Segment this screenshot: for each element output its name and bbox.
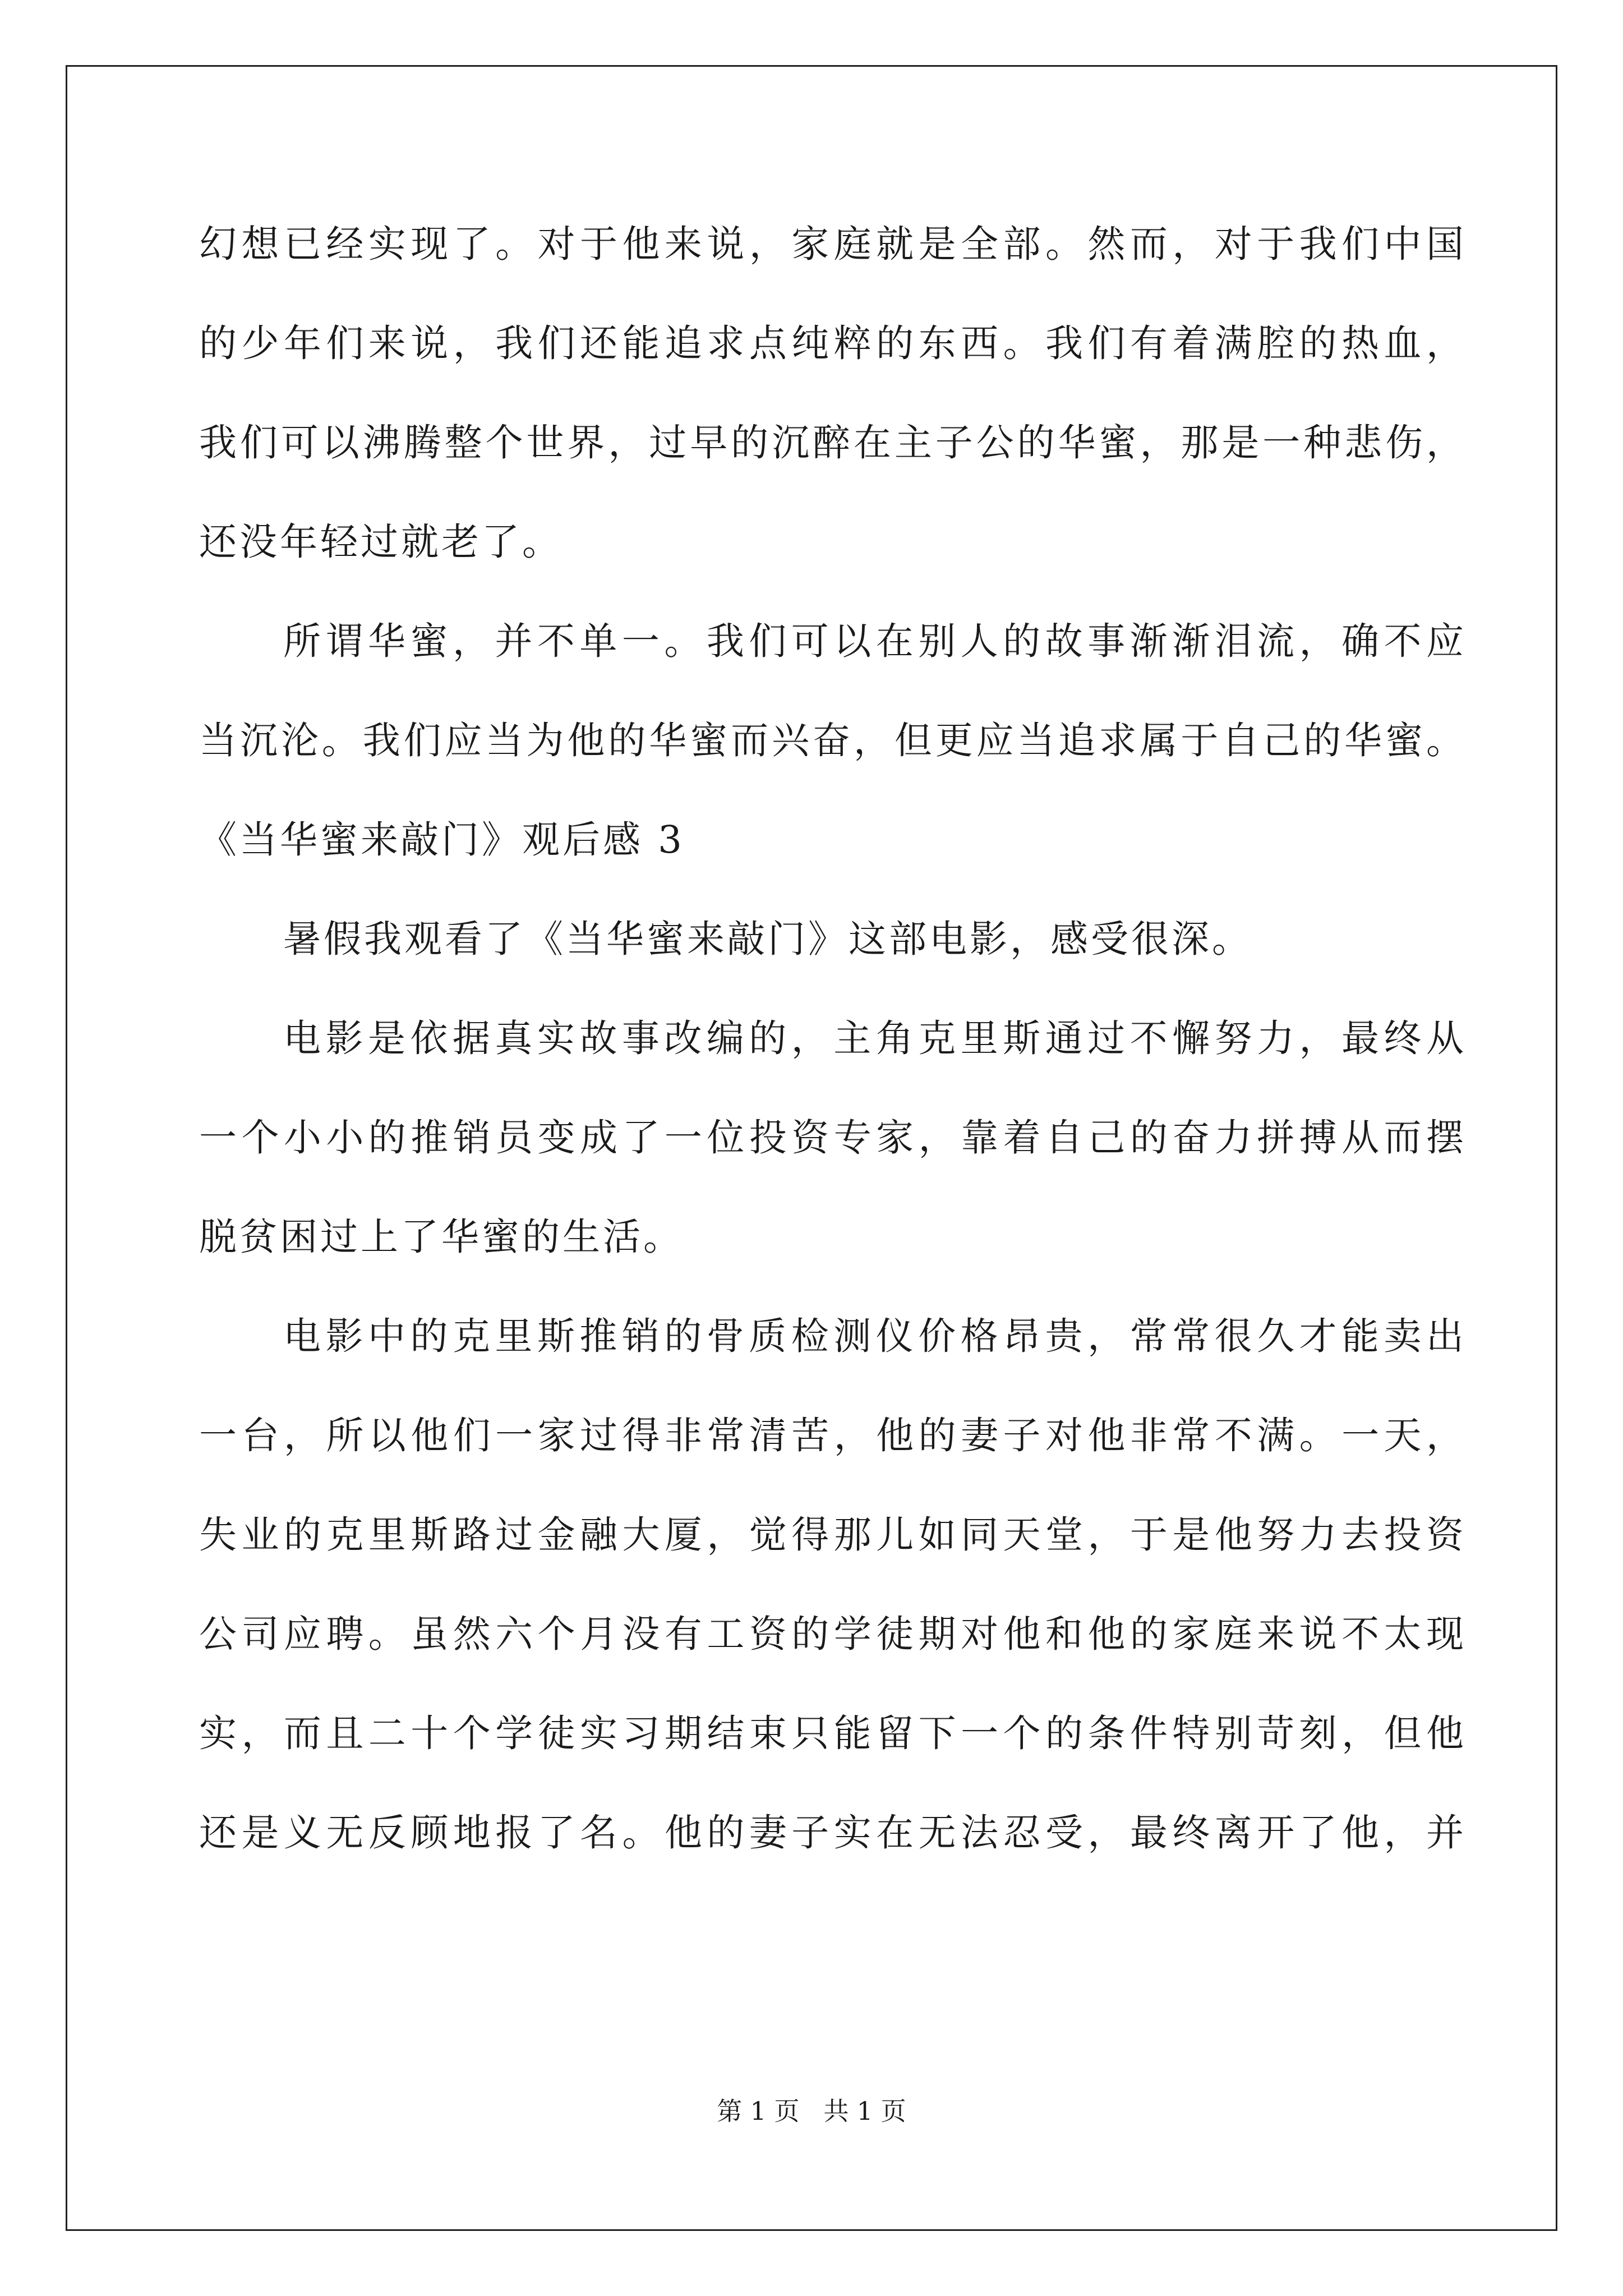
section-heading: 《当华蜜来敲门》观后感 3 [199, 818, 685, 862]
text-line: 暑假我观看了《当华蜜来敲门》这部电影，感受很深。 [283, 917, 1252, 961]
text-line: 幻想已经实现了。对于他来说，家庭就是全部。然而，对于我们中国 [199, 222, 1467, 266]
text-line: 所谓华蜜，并不单一。我们可以在别人的故事渐渐泪流，确不应 [283, 619, 1467, 663]
text-line: 电影是依据真实故事改编的，主角克里斯通过不懈努力，最终从 [283, 1016, 1467, 1060]
text-line: 脱贫困过上了华蜜的生活。 [199, 1215, 684, 1259]
text-line: 实，而且二十个学徒实习期结束只能留下一个的条件特别苛刻，但他 [199, 1711, 1467, 1755]
text-line: 一台，所以他们一家过得非常清苦，他的妻子对他非常不满。一天， [199, 1414, 1467, 1457]
text-line: 失业的克里斯路过金融大厦，觉得那儿如同天堂，于是他努力去投资 [199, 1513, 1467, 1557]
page-number-footer: 第 1 页 共 1 页 [717, 2096, 906, 2126]
text-line: 的少年们来说，我们还能追求点纯粹的东西。我们有着满腔的热血， [199, 321, 1467, 365]
text-line: 还没年轻过就老了。 [199, 520, 562, 564]
text-line: 电影中的克里斯推销的骨质检测仪价格昂贵，常常很久才能卖出 [283, 1314, 1467, 1358]
document-body [199, 219, 1467, 1907]
text-line: 还是义无反顾地报了名。他的妻子实在无法忍受，最终离开了他，并 [199, 1811, 1467, 1855]
text-line: 当沉沦。我们应当为他的华蜜而兴奋，但更应当追求属于自己的华蜜。 [199, 719, 1467, 762]
text-line: 一个小小的推销员变成了一位投资专家，靠着自己的奋力拼搏从而摆 [199, 1116, 1467, 1159]
text-line: 公司应聘。虽然六个月没有工资的学徒期对他和他的家庭来说不太现 [199, 1612, 1467, 1656]
text-line: 我们可以沸腾整个世界，过早的沉醉在主子公的华蜜，那是一种悲伤， [199, 421, 1467, 464]
